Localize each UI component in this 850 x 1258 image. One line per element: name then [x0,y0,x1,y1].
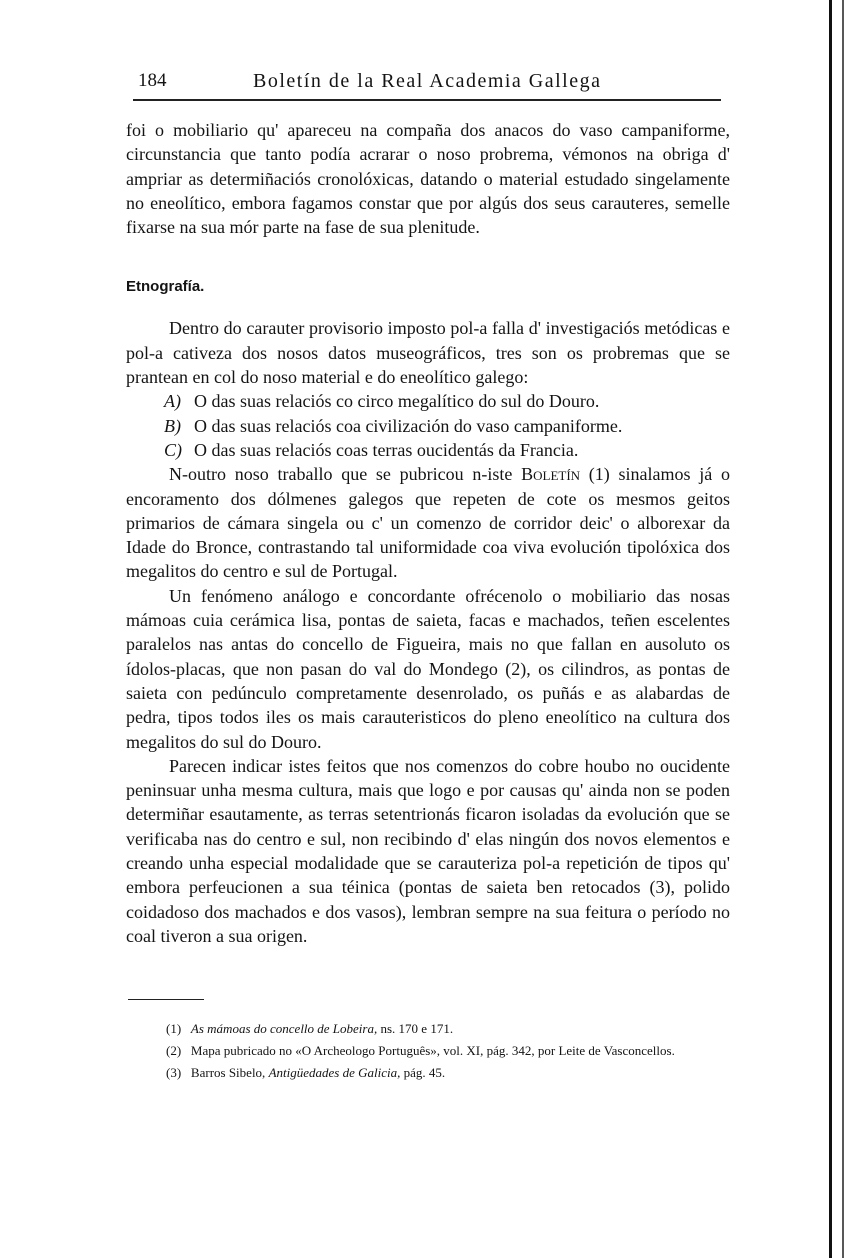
footnote-text: ns. 170 e 171. [377,1021,454,1036]
footnote-rule [128,999,204,1000]
running-title: Boletín de la Real Academia Gallega [253,70,602,92]
footnote-2 [128,1040,732,1062]
page-edge-shadow [842,0,844,1258]
footnote-3 [128,1062,732,1084]
paragraph-4: Parecen indicar istes feitos que nos comenzos do cobre houbo no oucidente peninsuar unha mesma cultura, mais que logo e por causas qu' ainda non se poden determiñar esautamente, as terras setentrionás ficaron isoladas da evolución que se verificaba nas do centro e sul, non recibindo d' elas ningún dos novos elementos e creando unha especial modalidade que se carauteriza pol-a repetición de tipos qu' embora perfeucionen a sua téinica (pontas de saieta ben retocados (3), polido coidadoso dos machados e dos vasos), lembran sempre na sua feitura o período no coal tiveron a sua origen. [126,755,730,946]
footnote-number: (2) [166,1043,182,1058]
paragraph-2-rest: (1) sinalamos já o encoramento dos dólmenes galegos que repeten de cote os mesmos geitos primarios de cámara singela ou c' un comenzo de corridor deic' o alborexar da Idade do Bronce, contrastando tal uniformidade coa viva evolución tipolóxica dos megalitos do centro e sul de Portugal. [126,464,730,582]
list-letter: C) [164,439,182,460]
footnote-text: Barros Sibelo, [190,1065,269,1080]
list-letter: B) [164,415,181,436]
paragraph-2 [126,462,730,583]
footnote-number: (1) [166,1021,182,1036]
page-number: 184 [138,70,167,91]
footnote-italic: As mámoas do concello de Lobeira, [190,1021,378,1036]
footnote-italic: Antigüedades de Galicia, [268,1065,401,1080]
footnote-text: Mapa pubricado no «O Archeologo Português», vol. XI, pág. 342, por Leite de Vasconcellos. [190,1043,675,1058]
page-edge-shadow [829,0,832,1258]
journal-name: Boletín [521,464,581,485]
paragraph-2-start: N-outro noso traballo que se pubricou n-iste [169,464,522,485]
body-text [126,118,730,948]
header-rule [133,99,721,101]
list-letter: A) [164,391,181,412]
list-text: O das suas relaciós co circo megalítico do sul do Douro. [194,391,600,412]
footnote-1 [128,1018,732,1040]
list-item-c [126,438,730,462]
list-text: O das suas relaciós coa civilización do vaso campaniforme. [194,415,623,436]
footnote-number: (3) [166,1065,182,1080]
footnotes [128,1018,732,1084]
footnote-text: pág. 45. [400,1065,446,1080]
page-header [133,68,721,98]
paragraph-1: Dentro do carauter provisorio imposto pol-a falla d' investigaciós metódicas e pol-a cativeza dos nosos datos museográficos, tres son os probremas que se prantean en col do noso material e do eneolítico galego: [126,318,730,388]
list-text: O das suas relaciós coas terras oucidentás da Francia. [194,439,579,460]
section-heading: Etnografía. [126,278,205,296]
paragraph-3: Un fenómeno análogo e concordante ofrécenolo o mobiliario das nosas mámoas cuia cerámica lisa, pontas de saieta, facas e machados, teñen escelentes paralelos nas antas do concello de Figueira, mais no que fallan en ausoluto os ídolos-placas, que non pasan do val do Mondego (2), os cilindros, as pontas de saieta con pedúnculo compretamente desenrolado, os puñás e as alabardas de pedra, tipos todos iles os mais carauteristicos do pleno eneolítico na cultura dos megalitos do sul do Douro. [126,585,730,752]
list-item-a [126,389,730,413]
list-item-b [126,414,730,438]
intro-paragraph: foi o mobiliario qu' apareceu na compaña dos anacos do vaso campaniforme, circunstancia que tanto podía acrarar o noso probrema, vémonos na obriga d' ampriar as determiñaciós cronolóxicas, datando o material estudado singelamente no eneolítico, embora fagamos constar que por algús dos seus carauteres, semelle fixarse na sua mór parte na fase de sua plenitude. [126,120,730,238]
